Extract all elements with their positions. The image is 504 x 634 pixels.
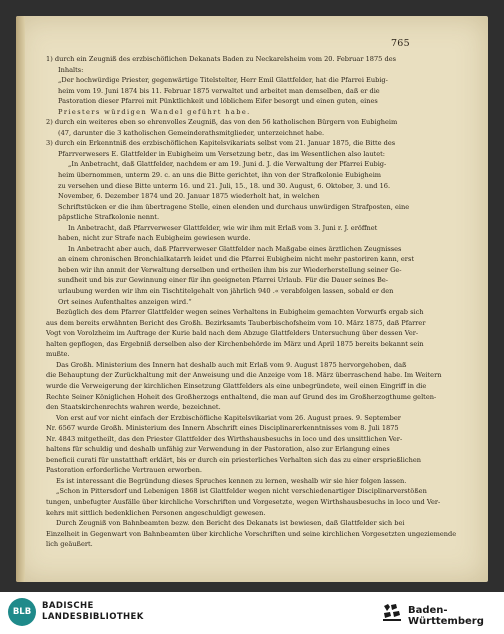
- text-line: wurde die Verweigerung der kirchlichen Einsetzung Glattfelders als eine unbegründete, weil einen Eingriff in die: [46, 381, 427, 390]
- text-line: 3) durch ein Erkenntniß des erzbischöflichen Kapitelsvikariats selbst vom 21. Januar 1875, die Bitte des: [46, 139, 396, 148]
- text-line: 2) durch ein weiteres eben so ehrenvolles Zeugniß, das von den 56 katholischen Bürgern von Eubigheim: [46, 118, 398, 127]
- text-line: Durch Zeugniß von Bahnbeamten bezw. den Bericht des Dekanats ist bewiesen, daß Glattfelder sich bei: [56, 519, 405, 528]
- text-line: Von erst auf vor nicht einfach der Erzbischöfliche Kapitelsvikariat vom 26. August praes. 9. September: [56, 413, 401, 422]
- text-line: heim vom 19. Juni 1874 bis 11. Februar 1875 verwaltet und arbeitet man demselben, daß er die: [58, 86, 380, 95]
- text-line: zu versehen und diese Bitte unterm 16. und 21. Juli, 15., 18. und 30. August, 6. Oktober, 3. und 16.: [58, 181, 391, 190]
- text-line: Pastoration erforderliche Vertrauen erworben.: [46, 466, 202, 475]
- text-line: Inhalts:: [58, 65, 84, 74]
- text-line: aus dem bereits erwähnten Bericht des Großh. Bezirksamts Tauberbischofsheim vom 10. März 1875, daß Pfarrer: [46, 318, 426, 327]
- text-line: Es ist interessant die Begründung dieses Spruches kennen zu lernen, weshalb wir sie hier folgen lassen.: [56, 476, 407, 485]
- text-line: mußte.: [46, 350, 70, 359]
- text-line: Einzelheit in Gegenwart von Bahnbeamten über kirchliche Vorschriften und seine kirchlichen Vorgesetzten ungeziemende: [46, 529, 457, 538]
- text-line: den Staatskirchenrechts wahren werde, bezeichnet.: [46, 403, 221, 412]
- text-line: „In Anbetracht, daß Glattfelder, nachdem er am 19. Juni d. J. die Verwaltung der Pfarrei Eubig-: [68, 160, 387, 169]
- state-coat-of-arms-icon[interactable]: [381, 601, 403, 623]
- text-line: „Schon in Pittersdorf und Lebenigen 1868 ist Glattfelder wegen nicht verschiedenartiger Disciplinarverstößen: [56, 487, 427, 496]
- text-line: Ort seines Aufenthaltes anzeigen wird.“: [58, 297, 192, 306]
- text-line: halten gepflogen, das Ergebniß derselben also der Kirchenbehörde im März und April 1875 bereits bekannt sein: [46, 339, 424, 348]
- text-line: heim übernommen, unterm 29. c. an uns die Bitte gerichtet, ihn von der Strafkolonie Eubigheim: [58, 171, 382, 180]
- text-line: (47, darunter die 3 katholischen Gemeinderathsmitglieder, unterzeichnet habe.: [58, 128, 325, 137]
- text-line: an einem chronischen Bronchialkatarrh leidet und die Pfarrei Eubigheim nicht mehr pastoriren kann, erst: [58, 255, 414, 264]
- text-line: Rechte Seiner Königlichen Hoheit des Großherzogs enthaltend, die man auf Grund des im Großherzogthume gelten-: [46, 392, 437, 401]
- text-line: Nr. 6567 wurde Großh. Ministerium des Innern Abschrift eines Disciplinarerkenntnisses vom 8. Juli 1875: [46, 424, 399, 433]
- text-line: November, 6. Dezember 1874 und 20. Januar 1875 wiederholt hat, in welchen: [58, 192, 320, 201]
- document-page: [16, 16, 488, 582]
- library-name-line2: LANDESBIBLIOTHEK: [42, 612, 144, 622]
- text-line: Pastoration dieser Pfarrei mit Pünktlichkeit und löblichem Eifer besorgt und einen guten, eines: [58, 97, 378, 106]
- library-name[interactable]: [42, 601, 144, 623]
- text-line: die Behauptung der Zurückhaltung mit der Anweisung und die Anzeige vom 18. März überraschend habe. Im Weitern: [46, 371, 442, 380]
- page-number: 765: [390, 38, 410, 49]
- blb-logo-icon[interactable]: [8, 598, 36, 626]
- text-line: lich geäußert.: [46, 540, 93, 549]
- state-name[interactable]: Baden-Württemberg: [408, 605, 484, 627]
- page-body-text: [46, 54, 462, 550]
- text-line: Priesters würdigen Wandel geführt habe.: [58, 107, 251, 116]
- text-line: haltens für schuldig und deshalb unfähig zur Verwendung in der Pastoration, also zur Erlangung eines: [46, 445, 390, 454]
- text-line: urlaubung werden wir ihm ein Tischtitelgehalt von jährlich 940 .« verabfolgen lassen, sobald er den: [58, 287, 394, 296]
- text-line: Bezüglich des dem Pfarrer Glattfelder wegen seines Verhaltens in Eubigheim gemachten Vorwurfs ergab sich: [56, 308, 424, 317]
- text-line: beneficii curati für unstatthaft erklärt, bis er durch ein priesterliches Verhalten sich das zu einer ersprießlichen: [46, 455, 421, 464]
- text-line: tungen, unbefugter Ausfälle über kirchliche Vorschriften und Vorgesetzte, wegen Wirthshausbesuchs in loco und Ver-: [46, 497, 441, 506]
- text-line: In Anbetracht, daß Pfarrverweser Glattfelder, wie wir ihm mit Erlaß vom 3. Juni r. J. eröffnet: [68, 223, 378, 232]
- library-name-line1: BADISCHE: [42, 601, 94, 611]
- book-binding-edge: [16, 16, 25, 582]
- text-line: Nr. 4843 mitgetheilt, das den Priester Glattfelder des Wirthshausbesuchs in loco und des unsittlichen Ver-: [46, 434, 403, 443]
- text-line: haben, nicht zur Strafe nach Eubigheim gewiesen wurde.: [58, 234, 251, 243]
- text-line: 1) durch ein Zeugniß des erzbischöflichen Dekanats Baden zu Neckarelsheim vom 20. Februar 1875 des: [46, 55, 396, 63]
- blb-logo-text: BLB: [12, 607, 32, 617]
- text-line: Vogt von Vorolzheim im Auftrage der Kurie bald nach dem Abzuge Glattfelders Untersuchung über dessen Ver-: [46, 329, 419, 338]
- text-line: sundheit und bis zur Gewinnung einer für ihn geeigneten Pfarrei Urlaub. Für die Dauer seines Be-: [58, 276, 388, 285]
- text-line: heben wir ihn anmit der Verwaltung derselben und ertheilen ihm bis zur Wiederherstellung seiner Ge-: [58, 265, 402, 274]
- footer-bar: [0, 592, 504, 634]
- text-line: kehrs mit sittlich bedenklichen Personen angeschuldigt gewesen.: [46, 508, 266, 517]
- text-line: päpstliche Strafkolonie nennt.: [58, 213, 160, 222]
- text-line: „Der hochwürdige Priester, gegenwärtige Titelstelter, Herr Emil Glattfelder, hat die Pfarrei Eubig-: [58, 76, 388, 85]
- text-line: Pfarrverwesers E. Glattfelder in Eubigheim um Versetzung betr., das im Wesentlichen also lautet:: [58, 149, 385, 158]
- text-line: Schriftstücken er die ihm übertragene Stelle, einen elenden und durchaus unwürdigen Strafposten, eine: [58, 202, 410, 211]
- text-line: In Anbetracht aber auch, daß Pfarrverweser Glattfelder nach Maßgabe eines ärztlichen Zeugnisses: [68, 244, 402, 253]
- text-line: Das Großh. Ministerium des Innern hat deshalb auch mit Erlaß vom 9. August 1875 hervorgehoben, daß: [56, 360, 407, 369]
